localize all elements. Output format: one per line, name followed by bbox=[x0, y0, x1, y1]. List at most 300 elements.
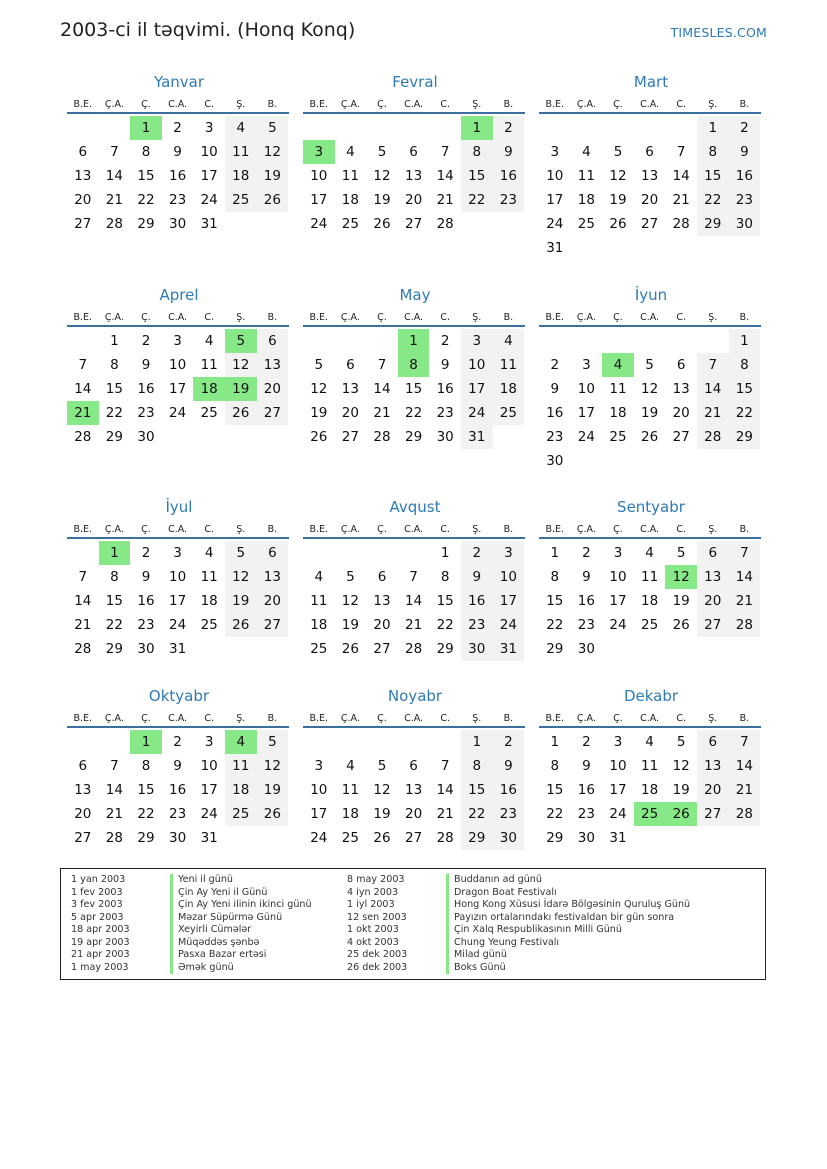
legend-color-bar bbox=[170, 949, 173, 962]
month-8 bbox=[539, 497, 761, 661]
day-cell: 6 bbox=[676, 357, 686, 373]
day-cell: 28 bbox=[672, 216, 690, 232]
day-cell: 10 bbox=[609, 758, 627, 774]
day-cell: 7 bbox=[409, 569, 418, 585]
weekday-label: B.E. bbox=[545, 713, 565, 724]
day-cell: 23 bbox=[137, 405, 155, 421]
day-cell: 27 bbox=[404, 830, 423, 846]
day-cell: 5 bbox=[257, 730, 289, 754]
day-cell: 18 bbox=[609, 405, 627, 421]
day-cell: 22 bbox=[729, 401, 761, 425]
legend-date: 5 apr 2003 bbox=[71, 911, 124, 923]
weekday-label: B.E. bbox=[73, 99, 93, 110]
day-cell: 9 bbox=[729, 140, 761, 164]
week-row bbox=[303, 778, 525, 802]
day-cell: 28 bbox=[105, 216, 123, 232]
day-cell: 28 bbox=[105, 830, 123, 846]
day-cell: 16 bbox=[137, 593, 155, 609]
day-cell: 7 bbox=[697, 353, 729, 377]
month-name: Sentyabr bbox=[617, 498, 685, 516]
empty-day-cell bbox=[335, 116, 367, 140]
weekday-label: Ç. bbox=[377, 713, 387, 724]
legend-holiday-name: Çin Xalq Respublikasının Milli Günü bbox=[454, 924, 622, 935]
holiday-day-cell: 18 bbox=[193, 377, 225, 401]
day-cell: 24 bbox=[493, 613, 525, 637]
day-cell: 14 bbox=[436, 782, 454, 798]
day-cell: 21 bbox=[729, 778, 761, 802]
day-cell: 3 bbox=[582, 357, 591, 373]
day-cell: 26 bbox=[310, 429, 328, 445]
weekday-label: C. bbox=[204, 312, 214, 323]
day-cell: 27 bbox=[640, 216, 659, 232]
day-cell: 26 bbox=[257, 188, 289, 212]
empty-day-cell bbox=[398, 730, 430, 754]
weekday-label: Ş. bbox=[708, 524, 718, 535]
legend-row bbox=[347, 874, 690, 887]
empty-day-cell bbox=[571, 236, 603, 260]
day-cell: 10 bbox=[310, 168, 328, 184]
empty-day-cell bbox=[225, 637, 257, 661]
day-cell: 9 bbox=[582, 569, 591, 585]
weekday-header bbox=[303, 92, 525, 114]
day-cell: 16 bbox=[137, 381, 155, 397]
empty-day-cell bbox=[257, 637, 289, 661]
day-cell: 9 bbox=[141, 569, 151, 585]
legend-row bbox=[71, 899, 312, 912]
weekday-label: Ç.A. bbox=[340, 713, 360, 724]
day-cell: 8 bbox=[440, 569, 450, 585]
day-cell: 9 bbox=[461, 565, 493, 589]
weekday-header bbox=[67, 305, 289, 327]
day-cell: 22 bbox=[404, 405, 423, 421]
legend-date: 1 iyl 2003 bbox=[347, 899, 395, 910]
empty-day-cell bbox=[697, 826, 729, 850]
week-row bbox=[303, 826, 525, 850]
day-cell: 29 bbox=[461, 826, 493, 850]
weekday-label: C. bbox=[676, 524, 686, 535]
day-cell: 19 bbox=[672, 593, 690, 609]
week-row bbox=[303, 589, 525, 613]
weekday-label: C.A. bbox=[168, 99, 188, 110]
day-cell: 3 bbox=[173, 333, 182, 349]
legend-date: 3 fev 2003 bbox=[71, 899, 123, 910]
empty-day-cell bbox=[257, 212, 289, 236]
weekday-label: Ç. bbox=[613, 713, 623, 724]
day-cell: 14 bbox=[105, 782, 123, 798]
legend-column-right bbox=[347, 874, 690, 974]
empty-day-cell bbox=[729, 826, 761, 850]
holiday-day-cell: 3 bbox=[303, 140, 335, 164]
legend-date: 12 sen 2003 bbox=[347, 911, 407, 923]
day-cell: 19 bbox=[257, 778, 289, 802]
week-row bbox=[67, 541, 289, 565]
day-cell: 23 bbox=[436, 405, 454, 421]
day-cell: 24 bbox=[609, 617, 627, 633]
week-row bbox=[539, 802, 761, 826]
holiday-day-cell: 1 bbox=[461, 116, 493, 140]
legend-holiday-name: Payızın ortalarındakı festivaldan bir gün sonra bbox=[454, 911, 675, 923]
week-row bbox=[67, 802, 289, 826]
weekday-header bbox=[67, 706, 289, 728]
empty-day-cell bbox=[493, 212, 525, 236]
day-cell: 11 bbox=[493, 353, 525, 377]
day-cell: 24 bbox=[168, 405, 187, 421]
site-link[interactable]: TIMESLES.COM bbox=[670, 25, 767, 40]
week-row bbox=[303, 116, 525, 140]
legend-row bbox=[347, 912, 690, 925]
day-cell: 15 bbox=[461, 164, 493, 188]
month-4 bbox=[303, 285, 525, 449]
weekday-label: Ç.A. bbox=[576, 524, 596, 535]
week-row bbox=[303, 613, 525, 637]
legend-date: 1 yan 2003 bbox=[71, 874, 126, 885]
legend-color-bar bbox=[446, 874, 449, 887]
day-cell: 19 bbox=[373, 192, 391, 208]
day-cell: 13 bbox=[341, 381, 359, 397]
week-row bbox=[303, 401, 525, 425]
day-cell: 30 bbox=[436, 429, 454, 445]
day-cell: 20 bbox=[404, 192, 423, 208]
day-cell: 26 bbox=[225, 401, 257, 425]
day-cell: 5 bbox=[257, 116, 289, 140]
legend-date: 1 may 2003 bbox=[71, 961, 129, 973]
day-cell: 21 bbox=[729, 589, 761, 613]
legend-color-bar bbox=[446, 912, 449, 925]
day-cell: 24 bbox=[310, 830, 328, 846]
legend-row bbox=[71, 912, 312, 925]
legend-row bbox=[71, 924, 312, 937]
day-cell: 1 bbox=[110, 333, 119, 349]
week-row bbox=[67, 637, 289, 661]
weekday-label: C. bbox=[204, 99, 214, 110]
day-cell: 15 bbox=[461, 778, 493, 802]
day-cell: 29 bbox=[546, 830, 564, 846]
day-cell: 16 bbox=[436, 381, 454, 397]
empty-day-cell bbox=[461, 212, 493, 236]
day-cell: 11 bbox=[200, 569, 218, 585]
month-11 bbox=[539, 686, 761, 850]
day-cell: 8 bbox=[461, 754, 493, 778]
holiday-day-cell: 1 bbox=[130, 116, 162, 140]
week-row bbox=[67, 188, 289, 212]
weekday-label: B. bbox=[267, 524, 278, 535]
month-name: Aprel bbox=[159, 286, 199, 304]
day-cell: 2 bbox=[141, 545, 151, 561]
legend-color-bar bbox=[170, 962, 173, 975]
holiday-day-cell: 1 bbox=[130, 730, 162, 754]
weekday-label: Ş. bbox=[472, 312, 482, 323]
weekday-label: C.A. bbox=[640, 312, 660, 323]
day-cell: 17 bbox=[493, 589, 525, 613]
empty-day-cell bbox=[257, 425, 289, 449]
week-row bbox=[67, 754, 289, 778]
day-cell: 9 bbox=[493, 140, 525, 164]
day-cell: 4 bbox=[582, 144, 591, 160]
week-row bbox=[67, 565, 289, 589]
empty-day-cell bbox=[225, 826, 257, 850]
legend-color-bar bbox=[446, 949, 449, 962]
day-cell: 28 bbox=[436, 830, 454, 846]
day-cell: 18 bbox=[341, 806, 359, 822]
weekday-label: B. bbox=[739, 99, 750, 110]
empty-day-cell bbox=[67, 329, 99, 353]
weekday-label: Ç. bbox=[377, 312, 387, 323]
week-row bbox=[539, 140, 761, 164]
day-cell: 7 bbox=[110, 144, 119, 160]
day-cell: 25 bbox=[640, 617, 659, 633]
day-cell: 31 bbox=[493, 637, 525, 661]
empty-day-cell bbox=[193, 425, 225, 449]
day-cell: 26 bbox=[257, 802, 289, 826]
day-cell: 8 bbox=[141, 144, 151, 160]
day-cell: 7 bbox=[377, 357, 387, 373]
day-cell: 16 bbox=[577, 593, 595, 609]
week-row bbox=[539, 637, 761, 661]
legend-color-bar bbox=[170, 874, 173, 887]
day-cell: 11 bbox=[341, 168, 359, 184]
weekday-label: Ç. bbox=[613, 524, 623, 535]
weekday-label: Ç. bbox=[377, 99, 387, 110]
day-cell: 17 bbox=[168, 381, 187, 397]
day-cell: 27 bbox=[74, 830, 92, 846]
day-cell: 22 bbox=[105, 405, 123, 421]
day-cell: 2 bbox=[173, 734, 182, 750]
day-cell: 14 bbox=[729, 754, 761, 778]
day-cell: 21 bbox=[105, 192, 123, 208]
day-cell: 20 bbox=[697, 589, 729, 613]
day-cell: 2 bbox=[461, 541, 493, 565]
day-cell: 23 bbox=[168, 192, 187, 208]
day-cell: 24 bbox=[461, 401, 493, 425]
day-cell: 7 bbox=[78, 357, 88, 373]
week-row bbox=[303, 212, 525, 236]
week-row bbox=[539, 826, 761, 850]
day-cell: 25 bbox=[225, 802, 257, 826]
empty-day-cell bbox=[539, 329, 571, 353]
legend-date: 1 okt 2003 bbox=[347, 924, 399, 935]
weekday-label: B. bbox=[739, 524, 750, 535]
day-cell: 19 bbox=[609, 192, 627, 208]
day-cell: 7 bbox=[440, 758, 450, 774]
day-cell: 14 bbox=[404, 593, 423, 609]
week-row bbox=[67, 377, 289, 401]
legend-color-bar bbox=[170, 899, 173, 912]
week-row bbox=[539, 212, 761, 236]
weekday-label: C. bbox=[204, 524, 214, 535]
day-cell: 8 bbox=[729, 353, 761, 377]
day-cell: 9 bbox=[173, 758, 182, 774]
day-cell: 10 bbox=[461, 353, 493, 377]
legend-date: 21 apr 2003 bbox=[71, 949, 130, 960]
day-cell: 24 bbox=[200, 192, 218, 208]
day-cell: 7 bbox=[110, 758, 119, 774]
day-cell: 13 bbox=[257, 565, 289, 589]
day-cell: 4 bbox=[225, 116, 257, 140]
day-cell: 30 bbox=[577, 830, 595, 846]
empty-day-cell bbox=[303, 329, 335, 353]
week-row bbox=[539, 236, 761, 260]
empty-day-cell bbox=[697, 236, 729, 260]
day-cell: 1 bbox=[550, 734, 560, 750]
empty-day-cell bbox=[398, 116, 430, 140]
weekday-label: Ş. bbox=[472, 524, 482, 535]
day-cell: 2 bbox=[141, 333, 151, 349]
day-cell: 18 bbox=[341, 192, 359, 208]
day-cell: 11 bbox=[640, 569, 659, 585]
empty-day-cell bbox=[225, 212, 257, 236]
week-row bbox=[539, 565, 761, 589]
day-cell: 17 bbox=[310, 806, 328, 822]
day-cell: 7 bbox=[440, 144, 450, 160]
empty-day-cell bbox=[99, 116, 131, 140]
empty-day-cell bbox=[602, 116, 634, 140]
day-cell: 12 bbox=[672, 758, 690, 774]
week-row bbox=[67, 140, 289, 164]
weekday-label: Ş. bbox=[708, 99, 718, 110]
legend-row bbox=[71, 949, 312, 962]
weekday-label: Ç.A. bbox=[576, 312, 596, 323]
day-cell: 5 bbox=[314, 357, 324, 373]
empty-day-cell bbox=[67, 116, 99, 140]
day-cell: 29 bbox=[436, 641, 454, 657]
day-cell: 6 bbox=[78, 758, 88, 774]
weekday-header bbox=[539, 517, 761, 539]
day-cell: 15 bbox=[546, 593, 564, 609]
day-cell: 16 bbox=[493, 164, 525, 188]
empty-day-cell bbox=[539, 116, 571, 140]
day-cell: 1 bbox=[440, 545, 450, 561]
day-cell: 10 bbox=[310, 782, 328, 798]
weekday-label: B. bbox=[739, 713, 750, 724]
day-cell: 26 bbox=[640, 429, 659, 445]
day-cell: 21 bbox=[672, 192, 690, 208]
holiday-day-cell: 5 bbox=[225, 329, 257, 353]
empty-day-cell bbox=[665, 236, 697, 260]
legend-holiday-name: Çin Ay Yeni il Günü bbox=[178, 886, 268, 898]
week-row bbox=[539, 116, 761, 140]
day-cell: 23 bbox=[729, 188, 761, 212]
day-cell: 20 bbox=[341, 405, 359, 421]
legend-row bbox=[347, 962, 690, 975]
day-cell: 5 bbox=[676, 545, 686, 561]
legend-row bbox=[71, 887, 312, 900]
day-cell: 14 bbox=[672, 168, 690, 184]
day-cell: 20 bbox=[257, 377, 289, 401]
weekday-label: C. bbox=[676, 99, 686, 110]
day-cell: 22 bbox=[436, 617, 454, 633]
day-cell: 13 bbox=[640, 168, 659, 184]
week-row bbox=[539, 425, 761, 449]
weekday-header bbox=[539, 706, 761, 728]
weekday-label: Ç. bbox=[377, 524, 387, 535]
day-cell: 25 bbox=[225, 188, 257, 212]
day-cell: 24 bbox=[546, 216, 564, 232]
day-cell: 30 bbox=[168, 216, 187, 232]
weekday-label: B.E. bbox=[309, 524, 329, 535]
weekday-label: B.E. bbox=[545, 312, 565, 323]
weekday-label: B.E. bbox=[73, 524, 93, 535]
day-cell: 17 bbox=[577, 405, 595, 421]
month-3 bbox=[67, 285, 289, 449]
day-cell: 26 bbox=[373, 830, 391, 846]
weekday-label: Ç.A. bbox=[104, 713, 124, 724]
day-cell: 13 bbox=[74, 782, 92, 798]
weekday-label: Ç.A. bbox=[340, 312, 360, 323]
day-cell: 13 bbox=[373, 593, 391, 609]
day-cell: 16 bbox=[577, 782, 595, 798]
day-cell: 11 bbox=[577, 168, 595, 184]
weekday-label: Ç. bbox=[613, 312, 623, 323]
weekday-label: Ş. bbox=[472, 713, 482, 724]
empty-day-cell bbox=[602, 329, 634, 353]
day-cell: 29 bbox=[729, 425, 761, 449]
day-cell: 23 bbox=[577, 617, 595, 633]
week-row bbox=[67, 425, 289, 449]
month-1 bbox=[303, 72, 525, 236]
day-cell: 25 bbox=[200, 405, 218, 421]
day-cell: 26 bbox=[225, 613, 257, 637]
legend-color-bar bbox=[446, 924, 449, 937]
week-row bbox=[539, 541, 761, 565]
day-cell: 28 bbox=[697, 425, 729, 449]
week-row bbox=[303, 802, 525, 826]
legend-date: 4 iyn 2003 bbox=[347, 886, 399, 898]
empty-day-cell bbox=[429, 730, 461, 754]
legend-holiday-name: Əmək günü bbox=[178, 961, 234, 973]
legend-date: 26 dek 2003 bbox=[347, 961, 408, 973]
day-cell: 11 bbox=[640, 758, 659, 774]
empty-day-cell bbox=[729, 236, 761, 260]
month-name: Avqust bbox=[389, 498, 441, 516]
day-cell: 23 bbox=[493, 188, 525, 212]
empty-day-cell bbox=[634, 116, 666, 140]
legend-color-bar bbox=[446, 899, 449, 912]
weekday-label: C.A. bbox=[640, 99, 660, 110]
day-cell: 30 bbox=[577, 641, 595, 657]
day-cell: 19 bbox=[257, 164, 289, 188]
week-row bbox=[303, 140, 525, 164]
legend-color-bar bbox=[446, 962, 449, 975]
day-cell: 29 bbox=[546, 641, 564, 657]
day-cell: 3 bbox=[493, 541, 525, 565]
weekday-label: B. bbox=[503, 312, 514, 323]
day-cell: 4 bbox=[645, 545, 654, 561]
day-cell: 8 bbox=[461, 140, 493, 164]
empty-day-cell bbox=[729, 637, 761, 661]
day-cell: 6 bbox=[409, 144, 418, 160]
day-cell: 16 bbox=[729, 164, 761, 188]
day-cell: 17 bbox=[310, 192, 328, 208]
weekday-label: C. bbox=[440, 99, 450, 110]
holiday-day-cell: 4 bbox=[602, 353, 634, 377]
day-cell: 2 bbox=[582, 545, 591, 561]
day-cell: 28 bbox=[404, 641, 423, 657]
day-cell: 23 bbox=[577, 806, 595, 822]
month-name: Yanvar bbox=[153, 73, 205, 91]
day-cell: 5 bbox=[613, 144, 623, 160]
day-cell: 20 bbox=[74, 192, 92, 208]
holiday-day-cell: 19 bbox=[225, 377, 257, 401]
legend-row bbox=[71, 962, 312, 975]
day-cell: 10 bbox=[546, 168, 564, 184]
legend-color-bar bbox=[446, 937, 449, 950]
empty-day-cell bbox=[257, 826, 289, 850]
empty-day-cell bbox=[225, 425, 257, 449]
week-row bbox=[539, 164, 761, 188]
weekday-label: Ş. bbox=[708, 312, 718, 323]
week-row bbox=[67, 353, 289, 377]
day-cell: 8 bbox=[141, 758, 151, 774]
